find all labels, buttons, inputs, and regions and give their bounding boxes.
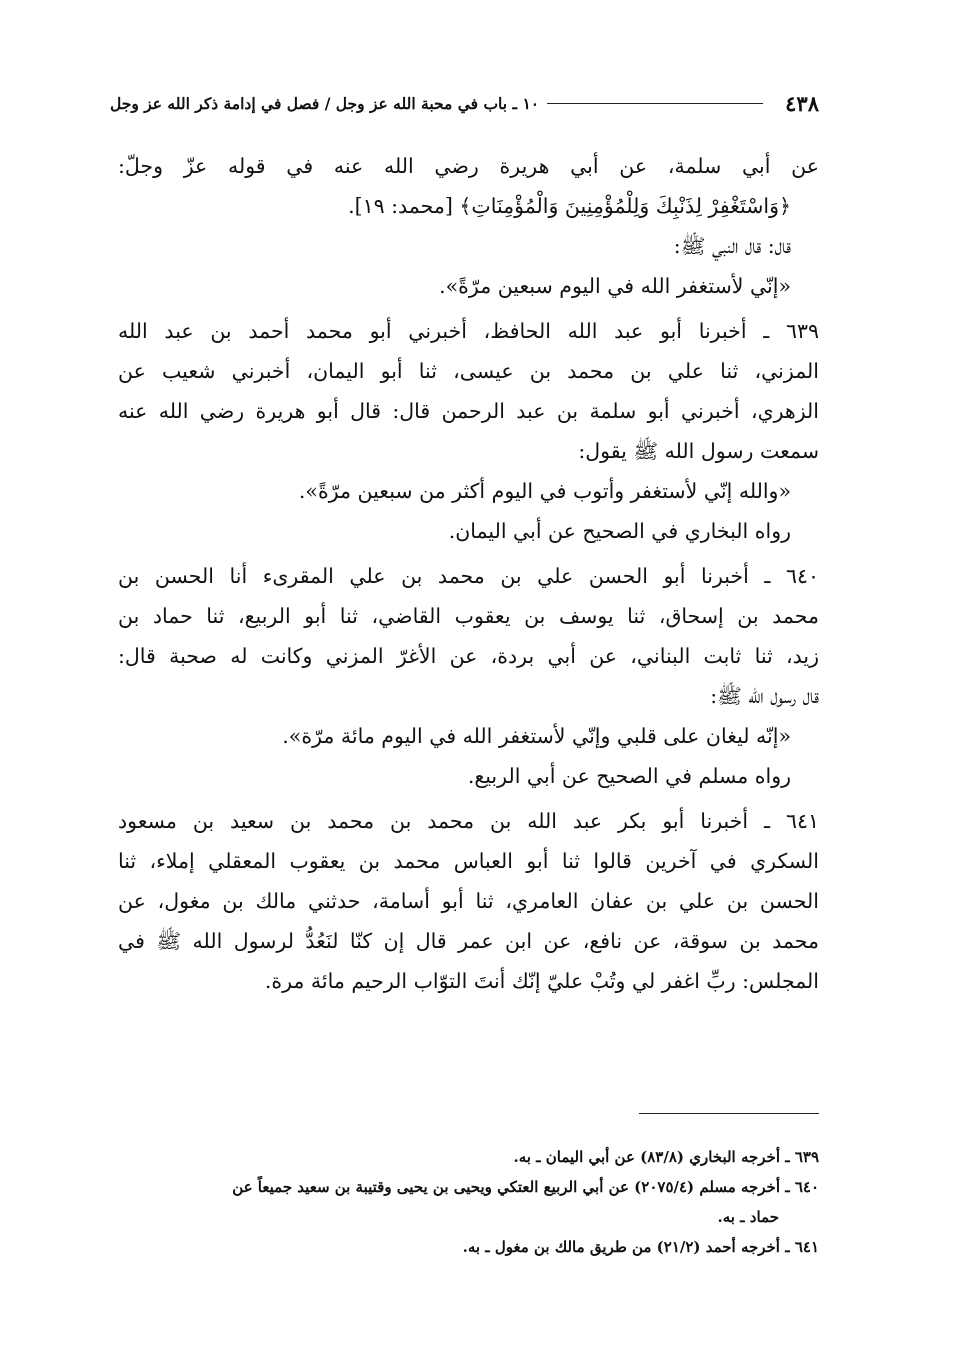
footnotes [118,1142,819,1262]
running-title: ١٠ ـ باب في محبة الله عز وجل / فصل في إدامة ذكر الله عز وجل [110,93,540,113]
text-line: قال: قال النبي ﷺ: [673,234,791,258]
narration-note-line: رواه مسلم في الصحيح عن أبي الربيع. [467,764,791,788]
text-line: المجلس: ربِّ اغفر لي وتُبْ عليّ إنّك أنتَ التوّاب الرحيم مائة مرة. [264,969,819,993]
quran-verse-line: ﴿وَاسْتَغْفِرْ لِذَنْبِكَ وَلِلْمُؤْمِنِينَ وَالْمُؤْمِنَاتِ﴾ [محمد: ١٩]. [348,194,791,218]
text-line: السكري في آخرين قالوا ثنا أبو العباس محمد بن يعقوب المعقلي إملاء، ثنا [118,849,819,873]
running-header [110,86,819,120]
text-line: محمد بن إسحاق، ثنا يوسف بن يعقوب القاضي، ثنا أبو الربيع، ثنا حماد بن [118,604,819,628]
text-line: زيد، ثنا ثابت البناني، عن أبي بردة، عن الأغرّ المزني وكانت له صحبة قال: [118,644,819,668]
text-line: الحسن بن علي بن عفان العامري، ثنا أبو أسامة، حدثني مالك بن مغول، عن [118,889,819,913]
hadith-639-line: ٦٣٩ ـ أخبرنا أبو عبد الله الحافظ، أخبرني أبو محمد أحمد بن عبد الله [118,319,819,343]
main-text [118,146,819,1001]
narration-note-line: رواه البخاري في الصحيح عن أبي اليمان. [448,519,791,543]
text-line: سمعت رسول الله ﷺ يقول: [578,439,819,463]
text-line: قال رسول الله ﷺ: [710,684,819,708]
hadith-quote-line: «والله إنّي لأستغفر وأتوب في اليوم أكثر من سبعين مرّةً». [298,479,791,503]
hadith-quote-line: «إنّه ليغان على قلبي وإنّي لأستغفر الله في اليوم مائة مرّة». [282,724,791,748]
footnote-640-continuation: حماد ـ به. [717,1208,779,1226]
hadith-640-line: ٦٤٠ ـ أخبرنا أبو الحسن علي بن محمد بن علي المقرىء أنا الحسن بن [118,564,819,588]
text-line: محمد بن سوقة، عن نافع، عن ابن عمر قال إن كنّا لنَعُدُّ لرسول الله ﷺ في [118,929,819,953]
header-rule [547,103,763,104]
footnote-640: ٦٤٠ ـ أخرجه مسلم (٢٠٧٥/٤) عن أبي الربيع العتكي ويحيى بن يحيى وقتيبة بن سعيد جميعاً عن [232,1178,819,1196]
text-line: الزهري، أخبرني أبو سلمة بن عبد الرحمن قال: قال أبو هريرة رضي الله عنه [118,399,819,423]
hadith-quote-line: «إنّي لأستغفر الله في اليوم سبعين مرّةً». [439,274,791,298]
page-number: ٤٣٨ [785,90,819,116]
text-line: المزني، ثنا علي بن محمد بن عيسى، ثنا أبو اليمان، أخبرني شعيب عن [118,359,819,383]
footnote-separator [639,1113,819,1114]
text-line: عن أبي سلمة، عن أبي هريرة رضي الله عنه في قوله عزّ وجلّ: [118,154,819,178]
footnote-641: ٦٤١ ـ أخرجه أحمد (٢١/٢) من طريق مالك بن مغول ـ به. [462,1238,819,1256]
footnote-639: ٦٣٩ ـ أخرجه البخاري (٨٣/٨) عن أبي اليمان ـ به. [513,1148,819,1166]
hadith-641-line: ٦٤١ ـ أخبرنا أبو بكر عبد الله بن محمد بن محمد بن سعيد بن مسعود [118,809,819,833]
